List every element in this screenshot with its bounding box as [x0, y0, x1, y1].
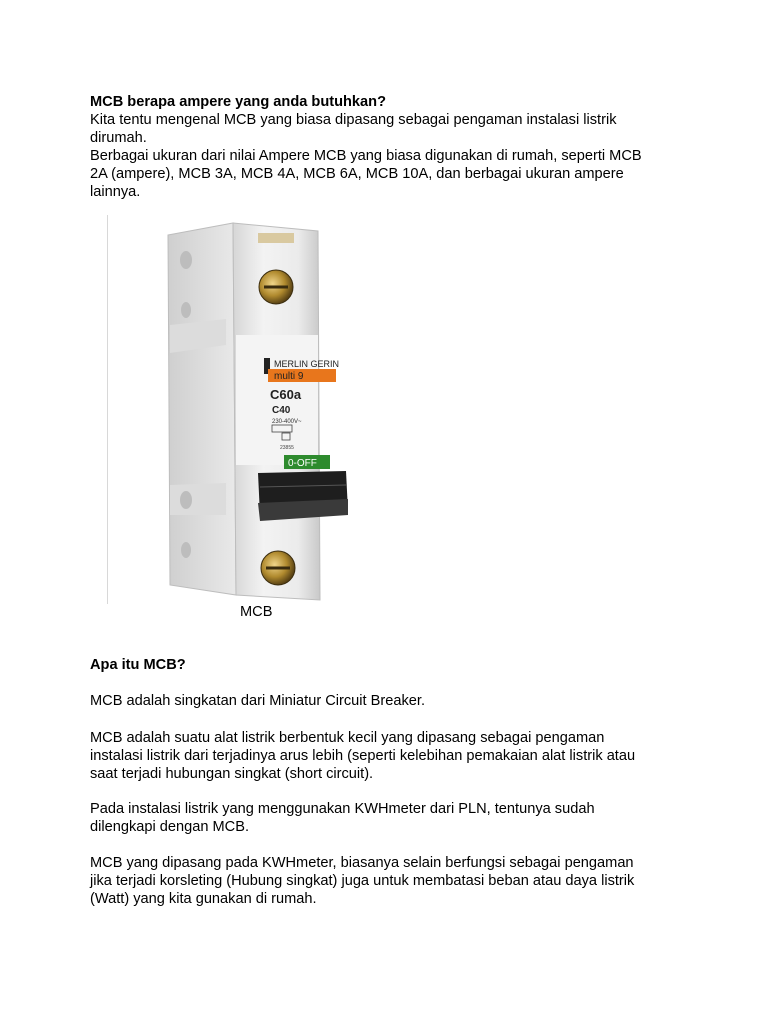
intro-line: dirumah. [90, 130, 147, 146]
paragraph-line: jika terjadi korsleting (Hubung singkat) juga untuk membatasi beban atau daya listrik [90, 873, 635, 889]
brand-label: MERLIN GERIN [274, 359, 340, 369]
paragraph-line: MCB yang dipasang pada KWHmeter, biasanya selain berfungsi sebagai pengaman [90, 855, 634, 871]
intro-line: Berbagai ukuran dari nilai Ampere MCB yang biasa digunakan di rumah, seperti MCB [90, 148, 642, 164]
paragraph [90, 692, 690, 710]
switch-state-label: 0-OFF [288, 458, 317, 469]
paragraph-line: (Watt) yang kita gunakan di rumah. [90, 891, 317, 907]
paragraph [90, 800, 690, 836]
figure-caption: MCB [240, 604, 273, 620]
paragraph-line: Pada instalasi listrik yang menggunakan KWHmeter dari PLN, tentunya sudah [90, 801, 595, 817]
intro-line: lainnya. [90, 184, 141, 200]
paragraph-line: instalasi listrik dari terjadinya arus lebih (seperti kelebihan pemakaian alat listrik atau [90, 748, 636, 764]
model-label: C60a [270, 387, 302, 402]
code-label: 23855 [280, 445, 294, 451]
intro-line: 2A (ampere), MCB 3A, MCB 4A, MCB 6A, MCB 10A, dan berbagai ukuran ampere [90, 166, 624, 182]
paragraph-line: dilengkapi dengan MCB. [90, 819, 250, 835]
paragraph [90, 854, 690, 908]
rating-label: C40 [272, 405, 291, 416]
paragraph-line: MCB adalah suatu alat listrik berbentuk kecil yang dipasang sebagai pengaman [90, 730, 605, 746]
mcb-illustration [108, 215, 410, 604]
mcb-photo [107, 215, 410, 604]
intro-line: Kita tentu mengenal MCB yang biasa dipasang sebagai pengaman instalasi listrik [90, 112, 617, 128]
voltage-label: 230-400V~ [272, 419, 302, 425]
intro-section [90, 93, 690, 201]
paragraph [90, 729, 690, 783]
paragraph-line: MCB adalah singkatan dari Miniatur Circuit Breaker. [90, 693, 425, 709]
series-label: multi 9 [274, 371, 304, 382]
section-heading-mcb-ampere: MCB berapa ampere yang anda butuhkan? [90, 94, 386, 110]
section-heading-apa-itu-mcb: Apa itu MCB? [90, 657, 186, 673]
paragraph-line: saat terjadi hubungan singkat (short circuit). [90, 766, 374, 782]
